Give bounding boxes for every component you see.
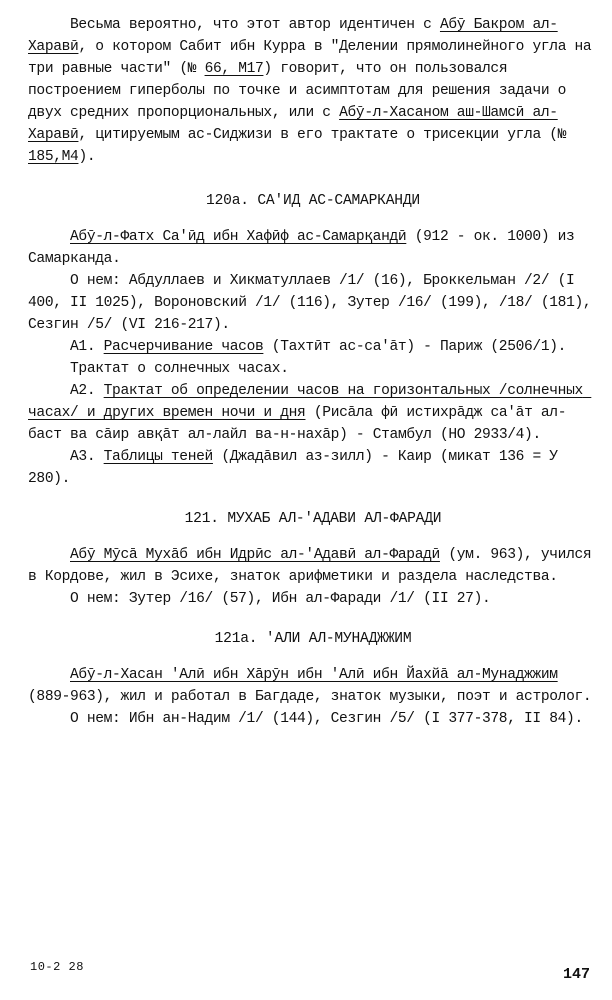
s120a-a2-title: Трактат об определении часов на горизонтальных /солнечных часах/ и других времен ночи и дня xyxy=(28,383,592,421)
s121a-name-rest: (889-963), жил и работал в Багдаде, знаток музыки, поэт и астролог. xyxy=(28,667,592,705)
s121-name: Абӯ Мӯсā Мухāб ибн Идрӣс ал-'Адавӣ ал-Фарадӣ xyxy=(70,547,440,563)
intro-ref-2: 185,M4 xyxy=(28,149,79,165)
intro-ref-1: 66, M17 xyxy=(204,61,264,77)
intro-text-5: ). xyxy=(78,149,96,165)
s120a-a1-rest: (Тахтӣт ас-са'āт) - Париж (2506/1). xyxy=(263,339,567,355)
s120a-a3-title: Таблицы теней xyxy=(103,449,213,465)
page-number: 147 xyxy=(562,966,590,983)
s120a-name: Абӯ-л-Фатх Са'ӣд ибн Хафӣф ас-Самарқандӣ xyxy=(70,229,407,245)
s121-name-paragraph xyxy=(28,544,598,588)
print-signature: 10-2 28 xyxy=(30,960,84,974)
section-heading-121: 121. МУХАБ АЛ-'АДАВИ АЛ-ФАРАДИ xyxy=(184,511,442,527)
intro-name-abu-l-hasan: Абӯ-л-Хасаном аш-Шамсӣ ал-Харавӣ xyxy=(28,105,558,143)
s120a-a1-title: Расчерчивание часов xyxy=(103,339,264,355)
intro-name-abu-bakr: Абӯ Бакром ал-Харавӣ xyxy=(28,17,558,55)
s120a-a1 xyxy=(28,336,598,358)
intro-text-2: , о котором Сабит ибн Курра в "Делении прямолинейного угла на три равные части" (№ xyxy=(28,39,600,77)
s121-name-rest: (ум. 963), учился в Кордове, жил в Эсихе, знаток арифметики и раздела наследства. xyxy=(28,547,600,585)
s120a-name-rest: (912 - ок. 1000) из Самарканда. xyxy=(28,229,583,267)
s120a-a3-label: А3. xyxy=(70,449,104,465)
s120a-a3 xyxy=(28,446,598,490)
section-heading-120a: 120а. СА'ИД АС-САМАРКАНДИ xyxy=(206,193,420,209)
s120a-refs: О нем: Абдуллаев и Хикматуллаев /1/ (16), Броккельман /2/ (I 400, II 1025), Вороновский /1/ (116), Зутер /16/ (199), /18/ (181), Сезгин /5/ (VI 216-217). xyxy=(28,273,600,333)
s121a-refs: О нем: Ибн ан-Надим /1/ (144), Сезгин /5/ (I 377-378, II 84). xyxy=(70,711,583,727)
s120a-a2-label: А2. xyxy=(70,383,104,399)
intro-paragraph xyxy=(28,14,598,168)
s120a-a2-rest: (Рисāла фӣ истихрāдж са'āт ал-баст ва сāир авқāт ал-лайл ва-н-нахāр) - Стамбул (НО 2933/4). xyxy=(28,405,567,443)
s121a-name-paragraph xyxy=(28,664,598,708)
intro-text-3: ) говорит, что он пользовался построением гиперболы по точке и асимптотам для решения задачи о двух средних пропорциональных, или с xyxy=(28,61,575,121)
s120a-a1-label: А1. xyxy=(70,339,104,355)
s120a-a1-desc: Трактат о солнечных часах. xyxy=(70,361,289,377)
section-heading-121a: 121а. 'АЛИ АЛ-МУНАДЖЖИМ xyxy=(214,631,412,647)
s121a-name: Абӯ-л-Хасан 'Алӣ ибн Хāрӯн ибн 'Алӣ ибн Йахйā ал-Мунаджжим xyxy=(70,667,558,683)
s120a-name-paragraph xyxy=(28,226,598,270)
s120a-a3-rest: (Джадāвил аз-зилл) - Каир (микат 136 = У 280). xyxy=(28,449,567,487)
intro-text-1: Весьма вероятно, что этот автор идентичен с xyxy=(70,17,440,33)
s120a-a2 xyxy=(28,380,598,446)
intro-text-4: , цитируемым ас-Сиджизи в его трактате о трисекции угла (№ xyxy=(78,127,575,143)
s121-refs: О нем: Зутер /16/ (57), Ибн ал-Фаради /1/ (II 27). xyxy=(70,591,491,607)
